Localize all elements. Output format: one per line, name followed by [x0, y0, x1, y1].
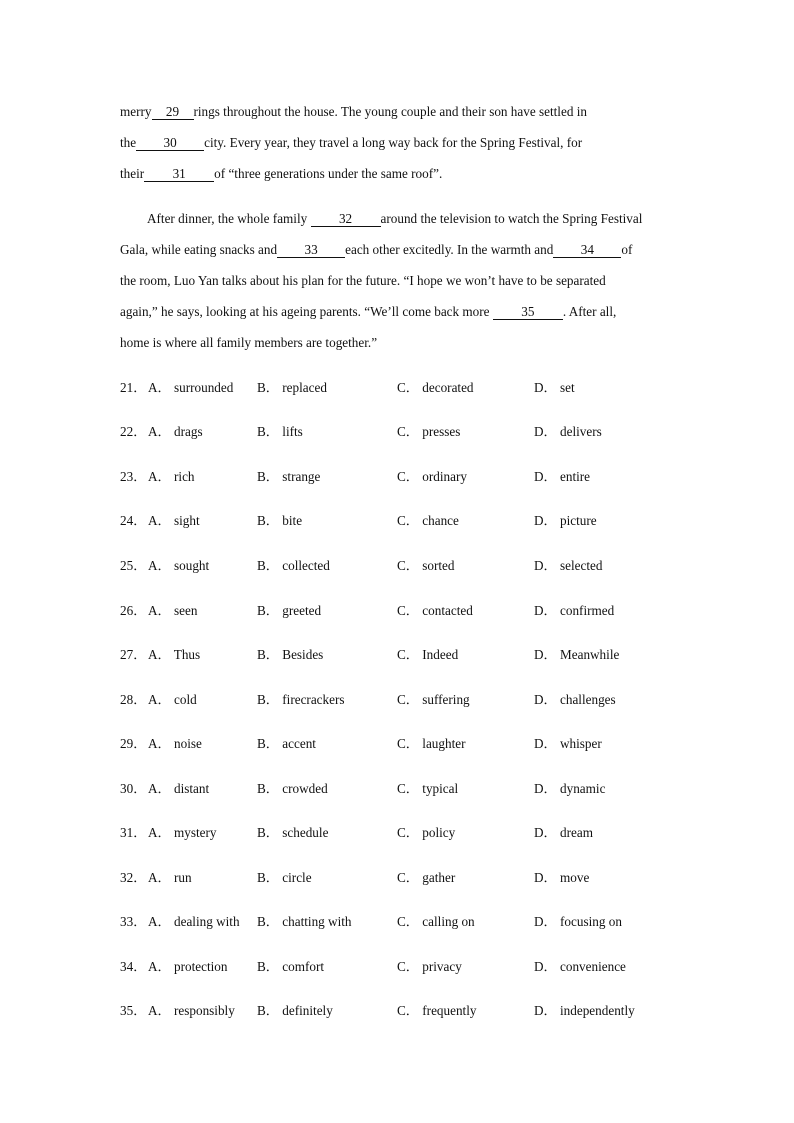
option-d: D． challenges — [534, 692, 616, 707]
option-d: D． picture — [534, 513, 597, 528]
option-d: D． convenience — [534, 959, 626, 974]
option-c: C． presses — [397, 424, 461, 439]
question-number: 32． — [120, 870, 147, 885]
question-number: 23． — [120, 469, 147, 484]
question-item — [120, 379, 680, 397]
question-item — [120, 913, 680, 931]
option-b: B． accent — [257, 736, 316, 751]
question-number: 29． — [120, 736, 147, 751]
option-a: A． surrounded — [148, 380, 234, 395]
option-c: C． ordinary — [397, 469, 467, 484]
passage-text: rings throughout the house. The young couple and their son have settled in — [193, 104, 587, 119]
passage-text: merry — [120, 104, 152, 119]
option-c: C． chance — [397, 513, 459, 528]
passage-text: After dinner, the whole family — [147, 211, 311, 226]
question-item — [120, 691, 680, 709]
option-d: D． move — [534, 870, 590, 885]
option-b: B． firecrackers — [257, 692, 345, 707]
option-d: D． Meanwhile — [534, 647, 620, 662]
option-d: D． focusing on — [534, 914, 622, 929]
passage-text: of “three generations under the same roof”. — [214, 166, 443, 181]
passage-text: . After all, — [562, 304, 617, 319]
option-a: A． run — [148, 870, 192, 885]
passage-text: the room, Luo Yan talks about his plan for the future. “I hope we won’t have to be separated — [120, 273, 606, 288]
blank-32: 32 — [311, 211, 381, 227]
question-number: 31． — [120, 825, 147, 840]
question-number: 28． — [120, 692, 147, 707]
option-c: C． contacted — [397, 603, 473, 618]
question-number: 27． — [120, 647, 147, 662]
option-d: D． whisper — [534, 736, 602, 751]
passage-text: city. Every year, they travel a long way back for the Spring Festival, for — [204, 135, 583, 150]
question-item — [120, 557, 680, 575]
option-b: B． strange — [257, 469, 321, 484]
option-c: C． frequently — [397, 1003, 477, 1018]
option-b: B． circle — [257, 870, 312, 885]
option-b: B． collected — [257, 558, 330, 573]
question-item — [120, 646, 680, 664]
option-c: C． decorated — [397, 380, 474, 395]
option-d: D． set — [534, 380, 575, 395]
question-item — [120, 869, 680, 887]
option-a: A． responsibly — [148, 1003, 235, 1018]
blank-35: 35 — [493, 304, 563, 320]
passage-line — [120, 272, 606, 290]
passage-line — [120, 134, 582, 152]
question-number: 22． — [120, 424, 147, 439]
question-number: 33． — [120, 914, 147, 929]
passage-text: each other excitedly. In the warmth and — [345, 242, 554, 257]
question-number: 30． — [120, 781, 147, 796]
question-item — [120, 1002, 680, 1020]
option-d: D． dynamic — [534, 781, 606, 796]
option-b: B． comfort — [257, 959, 325, 974]
option-c: C． typical — [397, 781, 459, 796]
option-a: A． distant — [148, 781, 210, 796]
question-item — [120, 958, 680, 976]
option-a: A． rich — [148, 469, 195, 484]
option-d: D． independently — [534, 1003, 635, 1018]
passage-text: home is where all family members are together.” — [120, 335, 378, 350]
question-item — [120, 735, 680, 753]
blank-31: 31 — [144, 166, 214, 182]
question-number: 24． — [120, 513, 147, 528]
option-a: A． noise — [148, 736, 202, 751]
option-c: C． sorted — [397, 558, 455, 573]
option-b: B． crowded — [257, 781, 328, 796]
passage-text: their — [120, 166, 145, 181]
question-number: 34． — [120, 959, 147, 974]
passage-text: the — [120, 135, 137, 150]
blank-30: 30 — [136, 135, 204, 151]
question-item — [120, 780, 680, 798]
option-b: B． replaced — [257, 380, 327, 395]
option-d: D． selected — [534, 558, 603, 573]
passage-line — [147, 210, 642, 228]
passage-text: around the television to watch the Spring Festival — [380, 211, 643, 226]
option-c: C． Indeed — [397, 647, 459, 662]
question-item — [120, 602, 680, 620]
blank-29: 29 — [152, 104, 194, 120]
option-a: A． sought — [148, 558, 210, 573]
option-d: D． delivers — [534, 424, 602, 439]
option-b: B． bite — [257, 513, 303, 528]
question-item — [120, 824, 680, 842]
question-number: 21． — [120, 380, 147, 395]
passage-text: again,” he says, looking at his ageing parents. “We’ll come back more — [120, 304, 493, 319]
passage-line — [120, 303, 616, 321]
passage-text: of — [621, 242, 633, 257]
option-c: C． calling on — [397, 914, 475, 929]
passage-text: Gala, while eating snacks and — [120, 242, 278, 257]
option-c: C． policy — [397, 825, 456, 840]
option-a: A． protection — [148, 959, 228, 974]
option-d: D． dream — [534, 825, 593, 840]
option-b: B． greeted — [257, 603, 322, 618]
option-a: A． drags — [148, 424, 203, 439]
option-a: A． dealing with — [148, 914, 240, 929]
question-item — [120, 512, 680, 530]
option-a: A． sight — [148, 513, 200, 528]
option-a: A． seen — [148, 603, 198, 618]
option-c: C． laughter — [397, 736, 466, 751]
option-b: B． chatting with — [257, 914, 352, 929]
option-b: B． schedule — [257, 825, 329, 840]
option-c: C． suffering — [397, 692, 470, 707]
question-item — [120, 468, 680, 486]
option-d: D． confirmed — [534, 603, 615, 618]
option-c: C． privacy — [397, 959, 462, 974]
option-b: B． definitely — [257, 1003, 333, 1018]
passage-line — [120, 165, 442, 183]
question-number: 35． — [120, 1003, 147, 1018]
option-b: B． lifts — [257, 424, 303, 439]
option-d: D． entire — [534, 469, 591, 484]
option-a: A． cold — [148, 692, 197, 707]
passage-line — [120, 334, 377, 352]
option-a: A． Thus — [148, 647, 201, 662]
blank-33: 33 — [277, 242, 345, 258]
passage-line — [120, 241, 632, 259]
passage-line — [120, 103, 587, 121]
option-b: B． Besides — [257, 647, 324, 662]
option-c: C． gather — [397, 870, 456, 885]
question-number: 26． — [120, 603, 147, 618]
blank-34: 34 — [553, 242, 621, 258]
question-number: 25． — [120, 558, 147, 573]
option-a: A． mystery — [148, 825, 217, 840]
question-item — [120, 423, 680, 441]
